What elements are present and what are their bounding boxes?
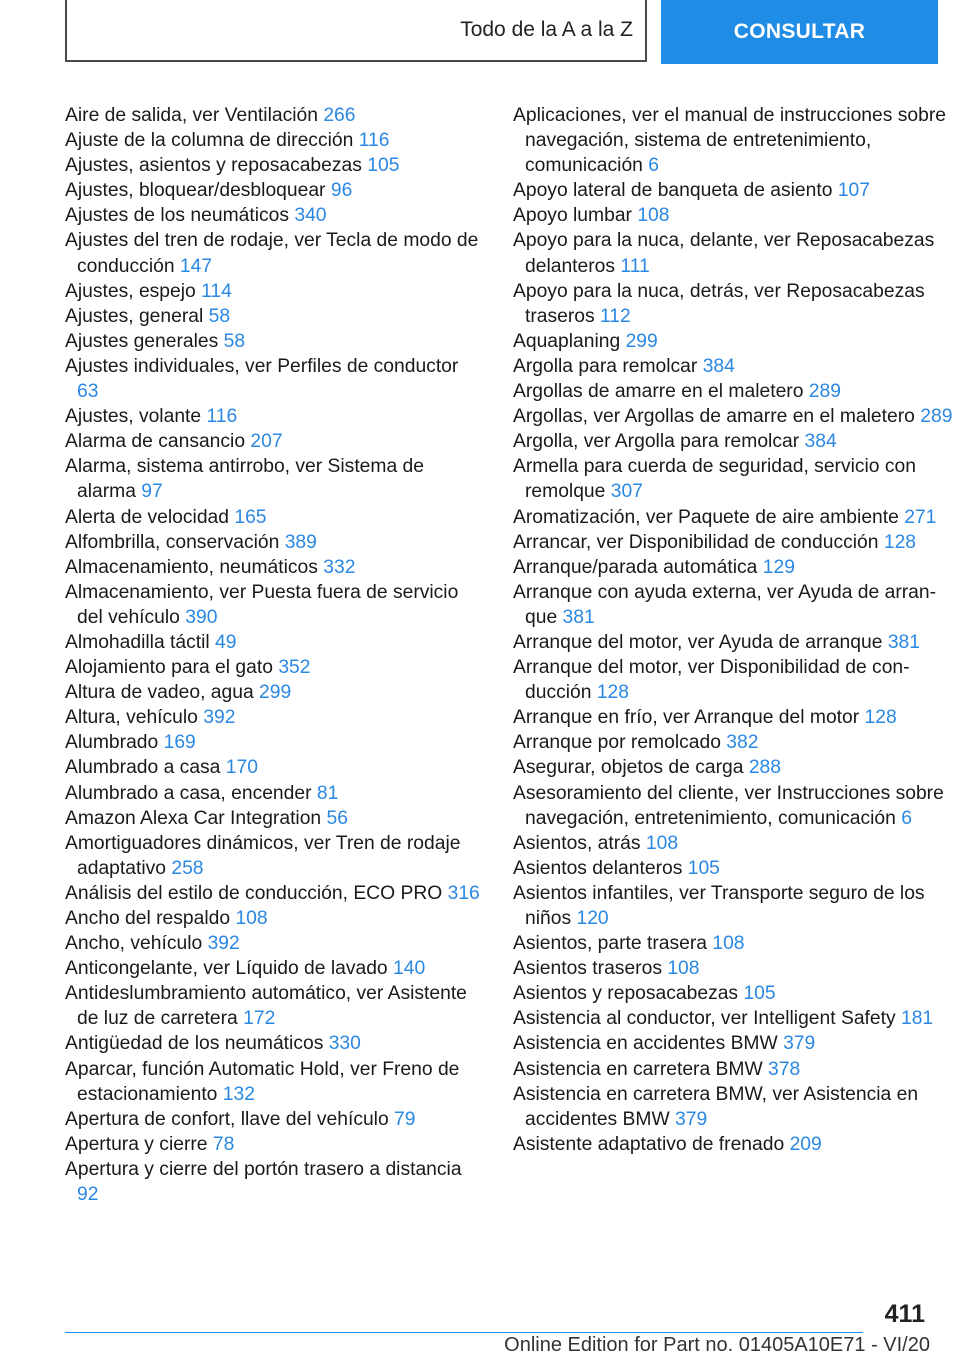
- index-entry: [65, 178, 485, 203]
- page-link[interactable]: 381: [887, 631, 920, 653]
- entry-text: Análisis del estilo de conducción, ECO PRO: [65, 882, 443, 904]
- index-entry: [65, 530, 485, 555]
- index-entry: [513, 1031, 958, 1056]
- page-link[interactable]: 108: [637, 205, 670, 227]
- page-link[interactable]: 116: [206, 406, 238, 428]
- entry-text: Aromatización, ver Paquete de aire ambiente: [513, 506, 899, 528]
- entry-text: Ajustes individuales, ver Perfiles de conductor: [65, 355, 459, 377]
- entry-text: Ancho, vehículo: [65, 933, 203, 955]
- index-entry: [513, 931, 958, 956]
- index-entry: [65, 956, 485, 981]
- index-entry: [513, 203, 958, 228]
- entry-text: Ancho del respaldo: [65, 908, 231, 929]
- entry-text: Arranque con ayuda externa, ver Ayuda de arranque: [513, 581, 937, 628]
- index-entry: [65, 655, 485, 680]
- index-entry: [513, 103, 958, 178]
- page-link[interactable]: 330: [328, 1033, 361, 1055]
- entry-text: Alfombrilla, conservación: [65, 531, 280, 553]
- entry-text: Almacenamiento, ver Puesta fuera de servicio del vehículo: [65, 581, 459, 628]
- page-link[interactable]: 114: [201, 280, 232, 302]
- entry-text: Arranque del motor, ver Ayuda de arranque: [513, 631, 883, 653]
- page-link[interactable]: 209: [789, 1133, 822, 1155]
- page-link[interactable]: 129: [762, 556, 795, 578]
- page-link[interactable]: 165: [234, 506, 267, 528]
- entry-text: Ajustes, general: [65, 305, 204, 327]
- entry-text: Aire de salida, ver Ventilación: [65, 105, 318, 126]
- page-link[interactable]: 266: [323, 105, 356, 126]
- index-entry: [65, 454, 485, 504]
- entry-text: Ajustes, espejo: [65, 280, 196, 302]
- page-link[interactable]: 79: [394, 1108, 416, 1130]
- page-link[interactable]: 316: [447, 882, 480, 904]
- page-link[interactable]: 108: [712, 933, 745, 955]
- entry-text: Asientos, parte trasera: [513, 933, 707, 955]
- index-entry: [65, 404, 485, 429]
- entry-text: Ajuste de la columna de dirección: [65, 130, 354, 152]
- entry-text: Almohadilla táctil: [65, 631, 210, 653]
- page-link[interactable]: 299: [625, 330, 658, 352]
- index-entry: [65, 755, 485, 780]
- entry-text: Amazon Alexa Car Integration: [65, 807, 322, 829]
- entry-text: Argolla, ver Argolla para remolcar: [513, 431, 800, 453]
- index-entry: [65, 1132, 485, 1157]
- index-entry: [513, 781, 958, 831]
- index-entry: [513, 555, 958, 580]
- index-entry: [65, 329, 485, 354]
- page-link[interactable]: 392: [203, 707, 236, 729]
- index-entry: [65, 228, 485, 278]
- page-link[interactable]: 108: [645, 832, 679, 854]
- index-column-right: [513, 103, 958, 1157]
- page-link[interactable]: 58: [223, 330, 246, 352]
- page-link[interactable]: 108: [667, 958, 700, 980]
- page-link[interactable]: 128: [596, 682, 629, 704]
- page-link[interactable]: 379: [783, 1033, 816, 1055]
- index-entry: [65, 429, 485, 454]
- index-entry: [65, 304, 485, 329]
- page-link[interactable]: 289: [808, 381, 841, 403]
- index-entry: [65, 203, 485, 228]
- page-link[interactable]: 288: [748, 757, 781, 779]
- entry-text: Aplicaciones, ver el manual de instrucciones sobre navegación, sistema de entretenimiento, comunicación: [513, 105, 946, 177]
- page-link[interactable]: 299: [259, 682, 292, 704]
- index-entry: [65, 705, 485, 730]
- index-entry: [513, 404, 958, 429]
- index-entry: [65, 128, 485, 153]
- index-entry: [513, 329, 958, 354]
- index-entry: [65, 354, 485, 404]
- page-link[interactable]: 6: [648, 155, 659, 177]
- entry-text: Argollas, ver Argollas de amarre en el maletero: [513, 406, 915, 428]
- entry-text: Asientos traseros: [513, 958, 662, 980]
- page-link[interactable]: 307: [610, 481, 643, 503]
- index-entry: [513, 1057, 958, 1082]
- entry-text: Arranque en frío, ver Arranque del motor: [513, 707, 860, 729]
- entry-text: Arranque del motor, ver Disponibilidad de conducción: [513, 657, 910, 704]
- page-header: [65, 0, 938, 64]
- index-entry: [513, 730, 958, 755]
- entry-text: Arrancar, ver Disponibilidad de conducción: [513, 531, 879, 553]
- index-entry: [513, 705, 958, 730]
- entry-text: Apertura y cierre: [65, 1133, 208, 1155]
- entry-text: Argollas de amarre en el maletero: [513, 381, 804, 403]
- entry-text: Anticongelante, ver Líquido de lavado: [65, 958, 388, 980]
- index-entry: [65, 931, 485, 956]
- index-entry: [513, 755, 958, 780]
- entry-text: Asistencia en carretera BMW, ver Asistencia en accidentes BMW: [513, 1083, 919, 1130]
- index-entry: [513, 956, 958, 981]
- index-entry: [65, 781, 485, 806]
- entry-text: Apoyo para la nuca, detrás, ver Reposacabezas traseros: [513, 280, 925, 327]
- index-entry: [513, 630, 958, 655]
- page-link[interactable]: 105: [743, 983, 776, 1005]
- entry-text: Alumbrado: [65, 732, 159, 754]
- entry-text: Asientos, atrás: [513, 832, 641, 854]
- index-entry: [513, 1006, 958, 1031]
- entry-text: Aquaplaning: [513, 330, 621, 352]
- index-entry: [65, 279, 485, 304]
- entry-text: Apoyo para la nuca, delante, ver Reposacabezas delanteros: [513, 230, 935, 277]
- page-link[interactable]: 6: [901, 807, 912, 829]
- page-link[interactable]: 97: [141, 481, 163, 503]
- entry-text: Alumbrado a casa: [65, 757, 221, 779]
- entry-text: Asientos y reposacabezas: [513, 983, 739, 1005]
- entry-text: Arranque/parada automática: [513, 556, 758, 578]
- entry-text: Ajustes de los neumáticos: [65, 205, 289, 227]
- index-entry: [65, 806, 485, 831]
- page-link[interactable]: 147: [179, 255, 213, 277]
- entry-text: Antideslumbramiento automático, ver Asistente de luz de carretera: [65, 983, 467, 1030]
- entry-text: Aparcar, función Automatic Hold, ver Freno de estacionamiento: [65, 1058, 460, 1105]
- page-link[interactable]: 105: [687, 857, 720, 879]
- entry-text: Asistencia en carretera BMW: [513, 1058, 763, 1080]
- index-entry: [513, 279, 958, 329]
- page-link[interactable]: 271: [904, 506, 937, 528]
- page-link[interactable]: 58: [208, 305, 231, 327]
- page-link[interactable]: 49: [215, 631, 237, 653]
- index-entry: [65, 153, 485, 178]
- index-entry: [513, 454, 958, 504]
- edition-footer: Online Edition for Part no. 01405A10E71 - VI/20: [504, 1334, 930, 1356]
- index-entry: [513, 505, 958, 530]
- entry-text: Alarma de cansancio: [65, 431, 246, 453]
- index-entry: [513, 1132, 958, 1157]
- index-entry: [513, 655, 958, 705]
- page-link[interactable]: 140: [393, 958, 426, 980]
- page-link[interactable]: 390: [185, 606, 218, 628]
- page-link[interactable]: 105: [367, 155, 400, 177]
- page-link[interactable]: 170: [225, 757, 258, 779]
- index-entry: [65, 580, 485, 630]
- page-link[interactable]: 258: [171, 857, 204, 879]
- entry-text: Arranque por remolcado: [513, 732, 721, 754]
- page-link[interactable]: 384: [804, 431, 837, 453]
- index-entry: [65, 831, 485, 881]
- index-entry: [65, 1107, 485, 1132]
- page-link[interactable]: 112: [600, 305, 631, 327]
- page-link[interactable]: 63: [77, 381, 99, 403]
- index-entry: [65, 881, 485, 906]
- section-tab[interactable]: Todo de la A a la Z: [65, 0, 647, 62]
- entry-text: Ajustes, volante: [65, 406, 202, 428]
- entry-text: Alumbrado a casa, encender: [65, 782, 312, 804]
- index-entry: [65, 1157, 485, 1207]
- entry-text: Asesoramiento del cliente, ver Instrucciones sobre navegación, entretenimiento, comunicación: [513, 782, 944, 829]
- page-link[interactable]: 78: [212, 1133, 235, 1155]
- index-entry: [513, 178, 958, 203]
- page-link[interactable]: 111: [620, 255, 650, 277]
- index-entry: [513, 580, 958, 630]
- index-entry: [513, 881, 958, 931]
- entry-text: Almacenamiento, neumáticos: [65, 556, 318, 578]
- index-entry: [513, 831, 958, 856]
- page-link[interactable]: 382: [726, 732, 759, 754]
- index-entry: [65, 555, 485, 580]
- entry-text: Ajustes generales: [65, 330, 219, 352]
- page-link[interactable]: 381: [562, 606, 595, 628]
- entry-text: Apertura y cierre del portón trasero a distancia: [65, 1158, 462, 1180]
- consult-tab[interactable]: CONSULTAR: [661, 0, 938, 64]
- index-entry: [65, 630, 485, 655]
- page-link[interactable]: 289: [920, 406, 953, 428]
- page-link[interactable]: 56: [326, 807, 348, 829]
- entry-text: Apertura de confort, llave del vehículo: [65, 1108, 389, 1130]
- entry-text: Ajustes, bloquear/desbloquear: [65, 180, 326, 202]
- page-link[interactable]: 132: [222, 1083, 255, 1105]
- index-entry: [513, 981, 958, 1006]
- entry-text: Ajustes, asientos y reposacabezas: [65, 155, 362, 177]
- index-entry: [65, 505, 485, 530]
- entry-text: Asistencia al conductor, ver Intelligent Safety: [513, 1008, 896, 1030]
- page-link[interactable]: 172: [243, 1008, 276, 1030]
- index-entry: [65, 730, 485, 755]
- index-entry: [513, 429, 958, 454]
- entry-text: Asientos infantiles, ver Transporte seguro de los niños: [513, 882, 925, 929]
- page-link[interactable]: 384: [702, 355, 735, 377]
- page-link[interactable]: 120: [576, 908, 609, 929]
- page-link[interactable]: 181: [900, 1008, 934, 1030]
- page-link[interactable]: 378: [768, 1058, 801, 1080]
- page-link[interactable]: 169: [163, 732, 196, 754]
- entry-text: Ajustes del tren de rodaje, ver Tecla de modo de conducción: [65, 230, 479, 277]
- page-link[interactable]: 81: [316, 782, 339, 804]
- index-entry: [513, 856, 958, 881]
- page-link[interactable]: 389: [284, 531, 317, 553]
- page-link[interactable]: 107: [837, 180, 870, 202]
- page-link[interactable]: 128: [883, 531, 917, 553]
- footer-divider: [65, 1332, 863, 1333]
- index-entry: [65, 1057, 485, 1107]
- index-entry: [513, 379, 958, 404]
- entry-text: Asientos delanteros: [513, 857, 683, 879]
- page-link[interactable]: 352: [278, 657, 311, 679]
- entry-text: Asistencia en accidentes BMW: [513, 1033, 778, 1055]
- entry-text: Alerta de velocidad: [65, 506, 229, 528]
- entry-text: Altura, vehículo: [65, 707, 198, 729]
- entry-text: Alojamiento para el gato: [65, 657, 273, 679]
- entry-text: Armella para cuerda de seguridad, servicio con remolque: [513, 456, 916, 503]
- index-entry: [65, 103, 485, 128]
- entry-text: Altura de vadeo, agua: [65, 682, 254, 704]
- page-link[interactable]: 92: [77, 1184, 99, 1206]
- page-link[interactable]: 116: [358, 130, 390, 152]
- index-entry: [65, 981, 485, 1031]
- index-entry: [65, 906, 485, 931]
- entry-text: Apoyo lumbar: [513, 205, 632, 227]
- page-link[interactable]: 340: [294, 205, 327, 227]
- index-entry: [513, 354, 958, 379]
- page-link[interactable]: 128: [864, 707, 897, 729]
- index-entry: [513, 1082, 958, 1132]
- entry-text: Amortiguadores dinámicos, ver Tren de rodaje adaptativo: [65, 832, 461, 879]
- entry-text: Alarma, sistema antirrobo, ver Sistema de alarma: [65, 456, 424, 503]
- index-entry: [513, 530, 958, 555]
- page-link[interactable]: 207: [250, 431, 283, 453]
- page-link[interactable]: 379: [675, 1108, 708, 1130]
- page-link[interactable]: 392: [207, 933, 240, 955]
- page-link[interactable]: 108: [235, 908, 268, 929]
- index-entry: [65, 680, 485, 705]
- entry-text: Antigüedad de los neumáticos: [65, 1033, 324, 1055]
- index-column-left: [65, 103, 485, 1207]
- page-link[interactable]: 96: [330, 180, 353, 202]
- entry-text: Asegurar, objetos de carga: [513, 757, 744, 779]
- index-entry: [65, 1031, 485, 1056]
- entry-text: Argolla para remolcar: [513, 355, 698, 377]
- page-number: 411: [884, 1300, 925, 1328]
- entry-text: Asistente adaptativo de frenado: [513, 1133, 785, 1155]
- entry-text: Apoyo lateral de banqueta de asiento: [513, 180, 833, 202]
- index-entry: [513, 228, 958, 278]
- page-link[interactable]: 332: [323, 556, 356, 578]
